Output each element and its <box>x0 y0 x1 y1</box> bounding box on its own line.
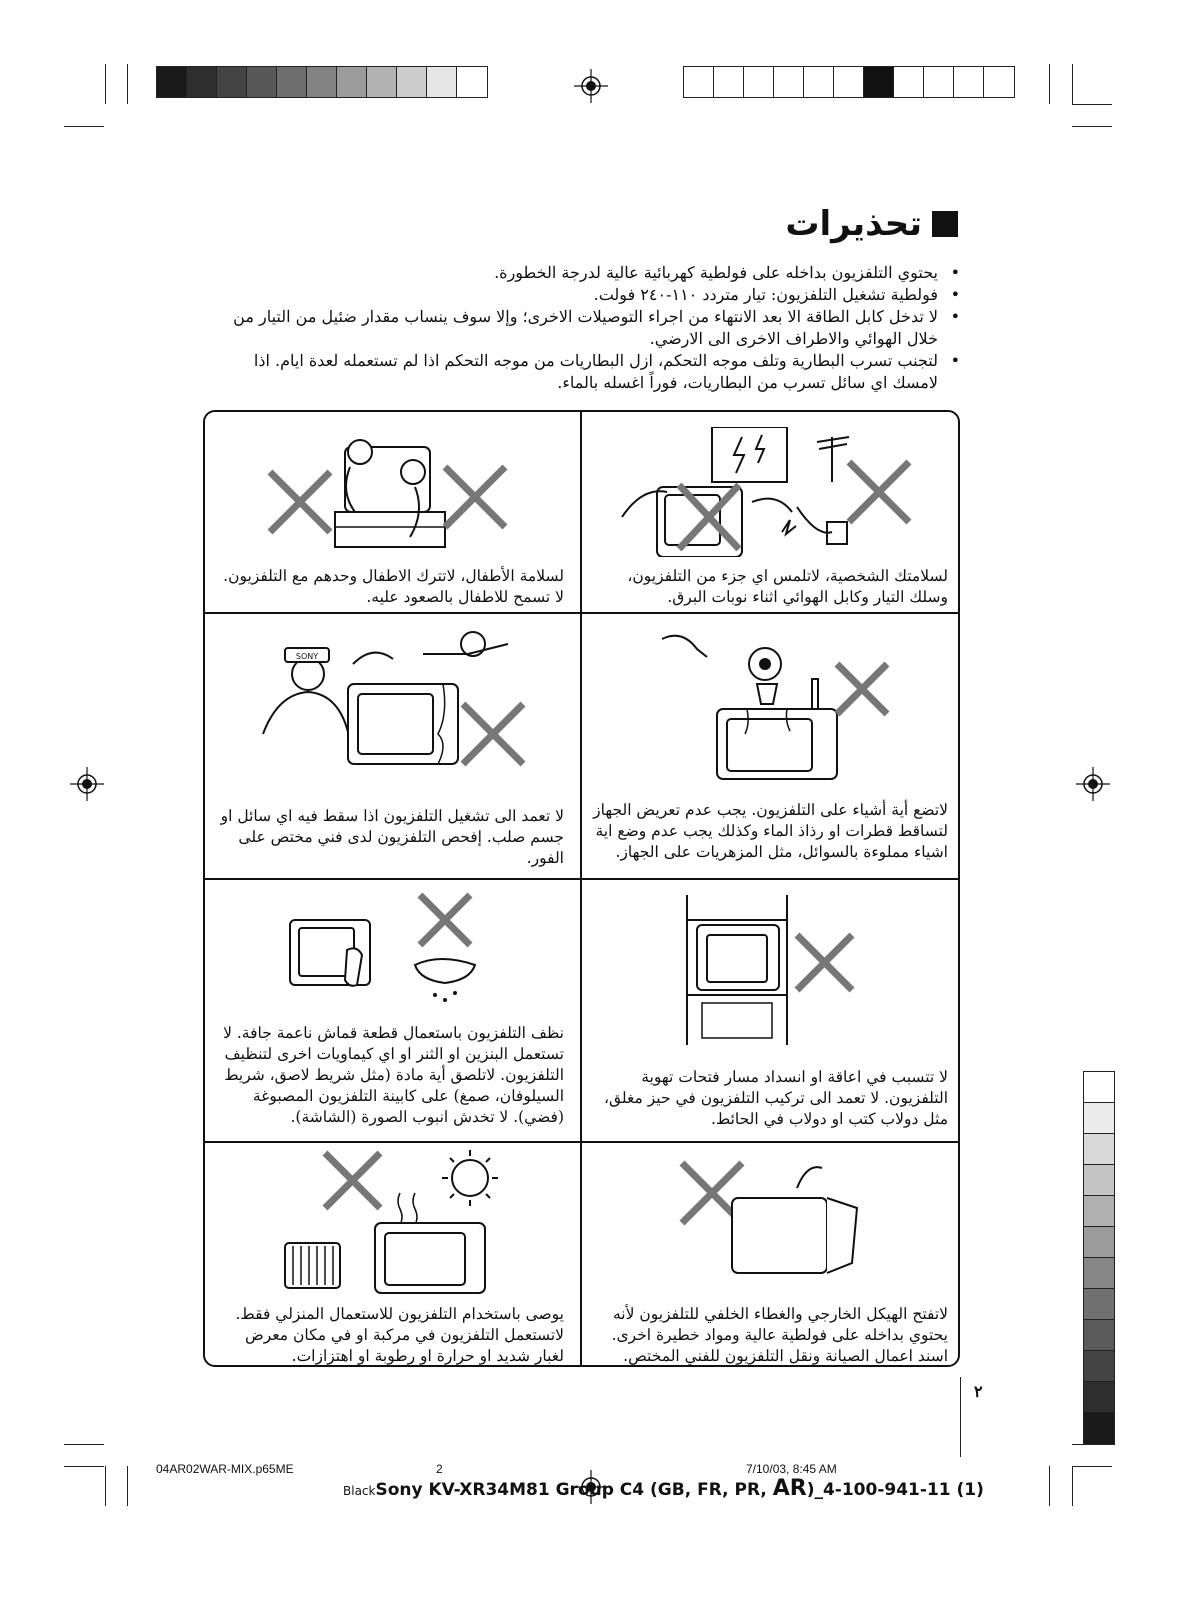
warning-caption: لا تتسبب في اعاقة او انسداد مسار فتحات تهوية التلفزيون. لا تعمد الى تركيب التلفزيون في حيز مغلق، مثل دولاب كتب او دولاب في الحائط. <box>603 1068 948 1128</box>
color-swatch <box>277 67 307 97</box>
footer-model-tail: )_4-100-941-11 (1) <box>806 1480 984 1500</box>
warning-cell <box>205 880 580 1141</box>
color-swatch <box>367 67 397 97</box>
list-item: • يحتوي التلفزيون بداخله على فولطية كهربائية عالية لدرجة الخطورة. <box>205 262 960 284</box>
color-bar-strip <box>156 66 488 98</box>
list-item: • فولطية تشغيل التلفزيون: تيار متردد ١١٠-٢٤٠ فولت. <box>205 284 960 306</box>
warning-caption: لاتفتح الهيكل الخارجي والغطاء الخلفي للتلفزيون لأنه يحتوي بداخله على فولطية عالية ومواد خطيرة اخرى. اسند اعمال الصيانة ونقل التلفزيون للفني المختص. <box>611 1305 948 1365</box>
warning-caption: نظف التلفزيون باستعمال قطعة قماش ناعمة جافة. لا تستعمل البنزين او الثنر او اي كيماويات اخرى لتنظيف التلفزيون. لاتلصق أية مادة (مثل شريط لاصق، شريط السيلوفان، صمغ) على كابينة التلفزيون المصبوغة (فضي). لا تخدش انبوب الصورة (الشاشة). <box>223 1024 564 1126</box>
color-swatch <box>1084 1289 1114 1320</box>
warning-grid <box>203 410 960 1367</box>
color-swatch <box>1084 1227 1114 1258</box>
tv-in-cabinet-icon <box>667 895 862 1045</box>
footer-page: 2 <box>436 1462 443 1476</box>
list-item: • لا تدخل كابل الطاقة الا بعد الانتهاء من اجراء التوصيلات الاخرى؛ وإلا سوف ينساب مقدار ضئيل من التيار من خلال الهوائي والاطراف الاخرى الى الارضي. <box>205 306 960 350</box>
warning-list <box>205 262 960 394</box>
color-swatch <box>804 67 834 97</box>
color-swatch <box>1084 1196 1114 1227</box>
footer-model <box>343 1476 984 1501</box>
color-swatch <box>954 67 984 97</box>
color-swatch <box>1084 1320 1114 1351</box>
warning-caption: لاتضع أية أشياء على التلفزيون. يجب عدم تعريض الجهاز لتساقط قطرات او رذاذ الماء وكذلك يجب عدم وضع اية اشياء مملوءة بالسوائل، مثل المزهريات على الجهاز. <box>593 801 948 861</box>
crop-mark <box>1072 64 1073 104</box>
color-swatch <box>217 67 247 97</box>
warning-cell <box>582 880 960 1141</box>
color-bar-strip <box>683 66 1015 98</box>
page-title <box>785 204 958 244</box>
warning-cell <box>205 1143 580 1367</box>
open-back-cover-icon <box>677 1158 867 1278</box>
list-item: • لتجنب تسرب البطارية وتلف موجه التحكم، ازل البطاريات من موجه التحكم اذا لم تستعمله لعدة ايام. اذا لامسك اي سائل تسرب من البطاريات، فوراً اغسله بالماء. <box>205 350 960 394</box>
heading-text: تحذيرات <box>785 204 922 244</box>
color-swatch <box>1084 1258 1114 1289</box>
children-climbing-tv-icon <box>265 427 510 557</box>
color-swatch <box>247 67 277 97</box>
grey-scale-strip <box>1083 1071 1115 1445</box>
warning-cell <box>582 1143 960 1367</box>
color-swatch <box>397 67 427 97</box>
warning-cell <box>582 412 960 612</box>
crop-mark <box>1072 104 1112 105</box>
color-swatch <box>1084 1382 1114 1413</box>
crop-mark <box>1072 1466 1112 1467</box>
cleaning-tv-icon <box>285 890 485 1015</box>
warning-caption: لسلامة الأطفال، لاتترك الاطفال وحدهم مع التلفزيون. لا تسمح للاطفال بالصعود عليه. <box>223 567 564 606</box>
color-swatch <box>1084 1351 1114 1382</box>
warning-cell <box>205 412 580 612</box>
sony-cap-label: SONY <box>295 652 319 661</box>
color-swatch <box>864 67 894 97</box>
warning-caption: يوصى باستخدام التلفزيون للاستعمال المنزلي فقط. لاتستعمل التلفزيون في مركبة او في مكان معرض لغبار شديد او حرارة او رطوبة او اهتزازات. <box>235 1305 564 1365</box>
crop-mark <box>1049 1466 1050 1506</box>
warning-cell <box>582 614 960 878</box>
crop-mark <box>960 1377 961 1457</box>
color-swatch <box>157 67 187 97</box>
crop-mark <box>127 64 128 104</box>
black-square-icon <box>932 211 958 237</box>
heat-sun-tv-icon <box>270 1148 520 1298</box>
color-swatch <box>427 67 457 97</box>
footer-model-main: Sony KV-XR34M81 Group C4 (GB, FR, PR, <box>375 1480 773 1500</box>
registration-mark-icon <box>70 767 104 801</box>
color-swatch <box>187 67 217 97</box>
footer-date: 7/10/03, 8:45 AM <box>746 1462 837 1476</box>
registration-mark-icon <box>574 69 608 103</box>
color-swatch <box>984 67 1014 97</box>
color-swatch <box>1084 1134 1114 1165</box>
crop-mark <box>105 64 106 104</box>
color-swatch <box>337 67 367 97</box>
color-swatch <box>924 67 954 97</box>
color-swatch <box>457 67 487 97</box>
footer-filename: 04AR02WAR-MIX.p65ME <box>156 1462 294 1476</box>
crop-mark <box>105 1466 106 1506</box>
color-swatch <box>744 67 774 97</box>
color-swatch <box>684 67 714 97</box>
lightning-tv-icon <box>617 427 922 557</box>
color-swatch <box>1084 1072 1114 1103</box>
crop-mark <box>64 1466 104 1467</box>
color-swatch <box>1084 1413 1114 1444</box>
color-swatch <box>714 67 744 97</box>
color-swatch <box>894 67 924 97</box>
registration-mark-icon <box>1076 767 1110 801</box>
footer-model-ar: AR <box>772 1476 807 1501</box>
liquid-spill-tv-icon <box>253 624 533 774</box>
crop-mark <box>64 1444 104 1445</box>
vase-on-tv-icon <box>657 624 902 784</box>
warning-cell <box>205 614 580 878</box>
crop-mark <box>1072 126 1112 127</box>
color-swatch <box>307 67 337 97</box>
page-number: ٢ <box>974 1382 983 1401</box>
color-swatch <box>1084 1165 1114 1196</box>
color-swatch <box>774 67 804 97</box>
color-swatch <box>834 67 864 97</box>
warning-caption: لا تعمد الى تشغيل التلفزيون اذا سقط فيه اي سائل او جسم صلب. إفحص التلفزيون لدى فني مختص على الفور. <box>220 807 564 867</box>
warning-caption: لسلامتك الشخصية، لاتلمس اي جزء من التلفزيون، وسلك التيار وكابل الهوائي اثناء نوبات البرق. <box>627 567 948 606</box>
crop-mark <box>1049 64 1050 104</box>
color-swatch <box>1084 1103 1114 1134</box>
crop-mark <box>64 126 104 127</box>
crop-mark <box>1072 1466 1073 1506</box>
crop-mark <box>127 1466 128 1506</box>
footer-black-label: Black <box>343 1484 376 1498</box>
